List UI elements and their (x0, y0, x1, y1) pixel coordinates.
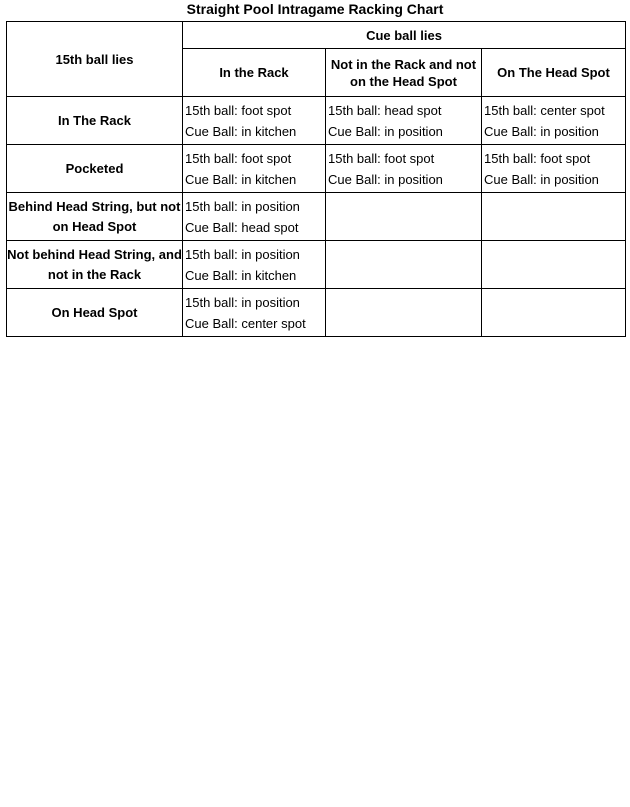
cell-line: Cue Ball: in kitchen (185, 123, 297, 139)
cell-line: Cue Ball: center spot (185, 315, 306, 331)
cell-line: Cue Ball: in position (328, 171, 443, 187)
row-label: Pocketed (7, 145, 183, 193)
racking-chart-table (6, 21, 626, 337)
row-header-label: 15th ball lies (7, 22, 183, 97)
column-header: On The Head Spot (482, 49, 626, 97)
row-label: In The Rack (7, 97, 183, 145)
table-cell (326, 145, 482, 193)
cell-line: 15th ball: foot spot (328, 150, 435, 166)
cell-line: 15th ball: foot spot (484, 150, 591, 166)
row-label: On Head Spot (7, 289, 183, 337)
cell-line: 15th ball: head spot (328, 102, 442, 118)
table-row (7, 289, 626, 337)
table-cell-empty (482, 241, 626, 289)
cell-line: Cue Ball: head spot (185, 219, 299, 235)
table-cell-empty (482, 289, 626, 337)
cell-line: 15th ball: center spot (484, 102, 605, 118)
cell-line: 15th ball: foot spot (185, 102, 292, 118)
table-cell (482, 145, 626, 193)
table-cell-empty (326, 241, 482, 289)
table-cell (326, 97, 482, 145)
table-row (7, 97, 626, 145)
cell-line: Cue Ball: in kitchen (185, 171, 297, 187)
col-group-label: Cue ball lies (183, 22, 626, 49)
cell-line: 15th ball: in position (185, 198, 300, 214)
table-cell (183, 241, 326, 289)
table-row (7, 145, 626, 193)
chart-title: Straight Pool Intragame Racking Chart (186, 1, 444, 17)
cell-line: Cue Ball: in kitchen (185, 267, 297, 283)
table-cell-empty (482, 193, 626, 241)
table-cell (482, 97, 626, 145)
row-label: Behind Head String, but not on Head Spot (7, 193, 183, 241)
cell-line: Cue Ball: in position (484, 123, 599, 139)
table-row (7, 193, 626, 241)
table-cell-empty (326, 289, 482, 337)
table-cell (183, 97, 326, 145)
cell-line: Cue Ball: in position (328, 123, 443, 139)
cell-line: 15th ball: in position (185, 294, 300, 310)
column-header: In the Rack (183, 49, 326, 97)
column-header: Not in the Rack and not on the Head Spot (326, 49, 482, 97)
table-cell-empty (326, 193, 482, 241)
table-cell (183, 289, 326, 337)
row-label: Not behind Head String, and not in the Rack (7, 241, 183, 289)
cell-line: 15th ball: foot spot (185, 150, 292, 166)
cell-line: 15th ball: in position (185, 246, 300, 262)
table-cell (183, 193, 326, 241)
table-row (7, 241, 626, 289)
cell-line: Cue Ball: in position (484, 171, 599, 187)
table-cell (183, 145, 326, 193)
